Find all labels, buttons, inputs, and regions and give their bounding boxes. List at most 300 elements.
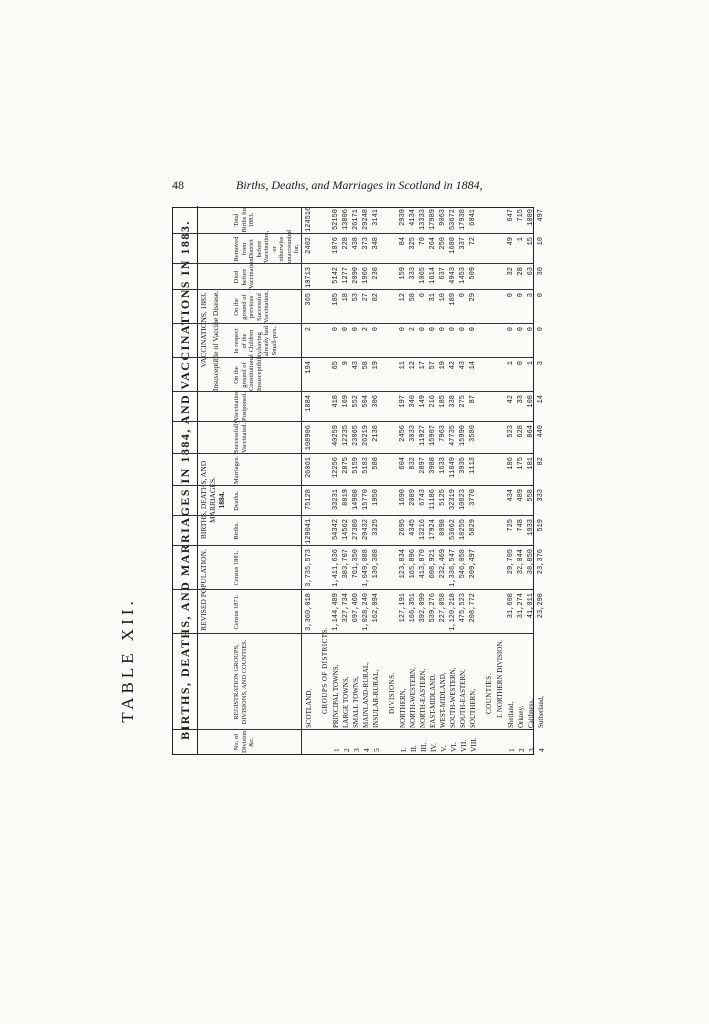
cell-total: 3141 bbox=[372, 209, 380, 226]
table-row bbox=[305, 208, 314, 754]
cell-postponed: 340 bbox=[409, 395, 417, 408]
cell-marriages: 181 bbox=[527, 457, 535, 470]
cell-removed: 1680 bbox=[449, 237, 457, 254]
running-head: Births, Deaths, and Marriages in Scotland in 1884, bbox=[236, 178, 483, 192]
cell-c1871: 41,011 bbox=[527, 593, 535, 619]
cell-marriages: 832 bbox=[409, 457, 417, 470]
cell-postponed: 338 bbox=[449, 395, 457, 408]
table-row bbox=[429, 208, 438, 754]
cell-no: II. bbox=[409, 745, 418, 752]
cell-total: 6041 bbox=[469, 209, 477, 226]
cell-marriages: 604 bbox=[399, 457, 407, 470]
cell-name: Orkney, bbox=[517, 705, 525, 728]
cell-died: 63 bbox=[527, 267, 535, 276]
cell-died: 5142 bbox=[332, 267, 340, 284]
cell-smallpox: 2 bbox=[305, 327, 313, 332]
table-row bbox=[342, 208, 351, 754]
cell-c1871: 127,191 bbox=[399, 593, 407, 623]
cell-marriages: 12256 bbox=[332, 457, 340, 479]
cell-marriages: 186 bbox=[507, 457, 515, 470]
cell-c1871: 1,144,489 bbox=[332, 593, 340, 631]
cell-total: 13333 bbox=[419, 209, 427, 231]
cell-vacc: 15990 bbox=[459, 425, 467, 447]
cell-c1881: 123,834 bbox=[399, 549, 407, 579]
cell-removed: 250 bbox=[439, 237, 447, 250]
cell-no: 1 bbox=[507, 748, 516, 752]
cell-vacc: 628 bbox=[517, 425, 525, 438]
cell-marriages: 1633 bbox=[439, 457, 447, 474]
cell-total: 4134 bbox=[409, 209, 417, 226]
cell-removed: 264 bbox=[429, 237, 437, 250]
cell-postponed: 306 bbox=[372, 395, 380, 408]
cell-previous: 185 bbox=[332, 293, 340, 306]
cell-name: Sutherland, bbox=[537, 695, 545, 728]
cell-total: 52150 bbox=[332, 209, 340, 231]
cell-marriages: 3935 bbox=[459, 457, 467, 474]
cell-previous: 58 bbox=[409, 293, 417, 302]
cell-name: INSULAR-RURAL, bbox=[372, 669, 380, 728]
cell-no: 2 bbox=[342, 748, 351, 752]
cell-births: 17924 bbox=[429, 519, 437, 541]
cell-previous: 18 bbox=[342, 293, 350, 302]
cell-smallpox: 0 bbox=[469, 327, 477, 332]
cell-vacc: 3033 bbox=[409, 425, 417, 442]
cell-deaths: 2089 bbox=[409, 489, 417, 506]
cell-c1871: 1,028,240 bbox=[362, 593, 370, 631]
cell-births: 8098 bbox=[439, 519, 447, 536]
cell-vacc: 23065 bbox=[352, 425, 360, 447]
cell-no: 4 bbox=[537, 748, 546, 752]
cell-deaths: 558 bbox=[527, 489, 535, 502]
section-subheading bbox=[496, 208, 505, 754]
cell-c1881: 383,707 bbox=[342, 549, 350, 579]
table-row bbox=[459, 208, 468, 754]
table-row bbox=[372, 208, 381, 754]
cell-name: PRINCIPAL TOWNS, bbox=[332, 664, 340, 728]
cell-postponed: 169 bbox=[342, 395, 350, 408]
col-header-marriages: Marriages. bbox=[233, 456, 240, 484]
cell-total: 497 bbox=[537, 209, 545, 222]
cell-previous: 27 bbox=[362, 293, 370, 302]
cell-vacc: 15907 bbox=[429, 425, 437, 447]
cell-marriages: 26061 bbox=[305, 457, 313, 479]
col-header-constit: On the ground of Constitutional Insusceptibility. bbox=[233, 349, 263, 391]
cell-constit: 12 bbox=[409, 361, 417, 370]
cell-c1881: 165,896 bbox=[409, 549, 417, 579]
table-row bbox=[449, 208, 458, 754]
cell-c1871: 475,523 bbox=[459, 593, 467, 623]
cell-name: SMALL TOWNS, bbox=[352, 676, 360, 728]
table-row bbox=[527, 208, 536, 754]
cell-constit: 58 bbox=[362, 361, 370, 370]
cell-name: EAST-MIDLAND, bbox=[429, 674, 437, 728]
cell-births: 54342 bbox=[332, 519, 340, 541]
cell-previous: 0 bbox=[507, 293, 515, 298]
cell-died: 159 bbox=[399, 267, 407, 280]
cell-c1881: 413,870 bbox=[419, 549, 427, 579]
cell-removed: 228 bbox=[342, 237, 350, 250]
cell-c1881: 1,049,088 bbox=[362, 549, 370, 587]
table-row bbox=[399, 208, 408, 754]
cell-name: NORTH-EASTERN, bbox=[419, 668, 427, 728]
cell-no: VI. bbox=[449, 742, 458, 752]
cell-total: 715 bbox=[517, 209, 525, 222]
col-header-died: Died before Vaccination. bbox=[233, 256, 255, 289]
cell-removed: 49 bbox=[507, 237, 515, 246]
cell-deaths: 5125 bbox=[439, 489, 447, 506]
cell-c1871: 392,099 bbox=[419, 593, 427, 623]
table-row bbox=[439, 208, 448, 754]
cell-postponed: 14 bbox=[537, 395, 545, 404]
cell-c1871: 162,094 bbox=[372, 593, 380, 623]
cell-postponed: 197 bbox=[399, 395, 407, 408]
cell-births: 3325 bbox=[372, 519, 380, 536]
cell-c1881: 130,388 bbox=[372, 549, 380, 579]
cell-constit: 65 bbox=[332, 361, 340, 370]
cell-vacc: 440 bbox=[537, 425, 545, 438]
cell-deaths: 1690 bbox=[399, 489, 407, 506]
cell-deaths: 15770 bbox=[362, 489, 370, 511]
cell-vacc: 26219 bbox=[362, 425, 370, 447]
cell-no: VIII. bbox=[469, 737, 478, 752]
cell-vacc: 108906 bbox=[305, 425, 313, 451]
cell-marriages: 3988 bbox=[429, 457, 437, 474]
col-header-c1871: Census 1871. bbox=[233, 594, 240, 630]
col-header-vacc: Successfully Vaccinated. bbox=[233, 420, 248, 453]
cell-smallpox: 0 bbox=[517, 327, 525, 332]
cell-name: Shetland, bbox=[507, 701, 515, 728]
cell-died: 4943 bbox=[449, 267, 457, 284]
cell-smallpox: 0 bbox=[459, 327, 467, 332]
col-header-name: REGISTRATION GROUPS, DIVISIONS, AND COUNTIES. bbox=[233, 639, 248, 725]
cell-smallpox: 0 bbox=[527, 327, 535, 332]
cell-births: 519 bbox=[537, 519, 545, 532]
cell-smallpox: 2 bbox=[409, 327, 417, 332]
cell-name: SCOTLAND, bbox=[305, 688, 313, 728]
cell-c1881: 232,469 bbox=[439, 549, 447, 579]
cell-c1871: 3,360,018 bbox=[305, 593, 313, 631]
cell-removed: 325 bbox=[409, 237, 417, 250]
cell-postponed: 33 bbox=[517, 395, 525, 404]
cell-previous: 29 bbox=[469, 293, 477, 302]
cell-died: 637 bbox=[439, 267, 447, 280]
cell-births: 29432 bbox=[362, 519, 370, 541]
cell-postponed: 275 bbox=[459, 395, 467, 408]
cell-constit: 42 bbox=[449, 361, 457, 370]
cell-c1871: 208,772 bbox=[469, 593, 477, 623]
cell-total: 26171 bbox=[352, 209, 360, 231]
section-heading-text: GROUPS OF DISTRICTS. bbox=[321, 626, 329, 714]
cell-births: 129041 bbox=[305, 518, 313, 544]
cell-no: 1 bbox=[332, 748, 341, 752]
cell-vacc: 12235 bbox=[342, 425, 350, 447]
cell-name: NORTH-WESTERN, bbox=[409, 667, 417, 728]
cell-vacc: 864 bbox=[527, 425, 535, 438]
cell-deaths: 333 bbox=[537, 489, 545, 502]
cell-postponed: 87 bbox=[469, 395, 477, 404]
cell-died: 28 bbox=[517, 267, 525, 276]
cell-died: 1065 bbox=[419, 267, 427, 284]
cell-postponed: 185 bbox=[439, 395, 447, 408]
cell-previous: 365 bbox=[305, 293, 313, 306]
cell-constit: 17 bbox=[419, 361, 427, 370]
table-label: TABLE XII. bbox=[118, 597, 137, 723]
table-row bbox=[352, 208, 361, 754]
cell-removed: 15 bbox=[527, 237, 535, 246]
cell-births: 748 bbox=[517, 519, 525, 532]
cell-c1881: 1,411,636 bbox=[332, 549, 340, 587]
cell-no: 2 bbox=[517, 748, 526, 752]
cell-no: 3 bbox=[527, 748, 536, 752]
bdm-year: 1884. bbox=[217, 491, 226, 509]
cell-constit: 1 bbox=[507, 361, 515, 366]
cell-deaths: 32319 bbox=[449, 489, 457, 511]
cell-total: 2939 bbox=[399, 209, 407, 226]
cell-died: 2090 bbox=[352, 267, 360, 284]
cell-postponed: 149 bbox=[419, 395, 427, 408]
cell-births: 725 bbox=[507, 519, 515, 532]
page-header bbox=[0, 178, 709, 198]
col-header-smallpox: In respect of the Children having already had Small-pox. bbox=[233, 325, 278, 357]
cell-previous: 12 bbox=[399, 293, 407, 302]
band-revised-population: REVISED POPULATION. bbox=[199, 549, 208, 631]
cell-total: 29248 bbox=[362, 209, 370, 231]
cell-died: 30 bbox=[537, 267, 545, 276]
cell-deaths: 33231 bbox=[332, 489, 340, 511]
cell-constit: 14 bbox=[469, 361, 477, 370]
cell-removed: 10 bbox=[537, 237, 545, 246]
cell-smallpox: 0 bbox=[507, 327, 515, 332]
cell-vacc: 3580 bbox=[469, 425, 477, 442]
cell-removed: 2402 bbox=[305, 237, 313, 254]
band-vaccinations: VACCINATIONS, 1883. bbox=[199, 292, 208, 368]
col-header-removed: Removed from District before Vaccination, or otherwise unaccounted for. bbox=[233, 230, 300, 263]
cell-vacc: 523 bbox=[507, 425, 515, 438]
cell-c1881: 38,850 bbox=[527, 549, 535, 575]
cell-c1881: 209,497 bbox=[469, 549, 477, 579]
table-row bbox=[332, 208, 341, 754]
cell-died: 1966 bbox=[362, 267, 370, 284]
cell-removed: 72 bbox=[469, 237, 477, 246]
table-row bbox=[537, 208, 546, 754]
cell-no: VII. bbox=[459, 739, 468, 752]
table-label-vertical bbox=[118, 380, 148, 940]
cell-removed: 348 bbox=[372, 237, 380, 250]
section-heading bbox=[321, 208, 330, 754]
cell-name: SOUTH-EASTERN, bbox=[459, 669, 467, 728]
cell-died: 10713 bbox=[305, 266, 313, 288]
cell-marriages: 588 bbox=[372, 457, 380, 470]
col-header-postponed: Vaccination Postponed. bbox=[233, 390, 248, 421]
cell-name: SOUTHERN, bbox=[469, 688, 477, 728]
cell-constit: 57 bbox=[429, 361, 437, 370]
cell-constit: 43 bbox=[459, 361, 467, 370]
cell-c1871: 697,460 bbox=[352, 593, 360, 623]
cell-marriages: 82 bbox=[537, 457, 545, 466]
cell-removed: 337 bbox=[459, 237, 467, 250]
section-heading-text: DIVISIONS. bbox=[388, 672, 396, 714]
cell-previous: 0 bbox=[517, 293, 525, 298]
cell-previous: 6 bbox=[419, 293, 427, 298]
cell-vacc: 7963 bbox=[439, 425, 447, 442]
cell-c1871: 166,351 bbox=[409, 593, 417, 623]
cell-smallpox: 0 bbox=[537, 327, 545, 332]
band-insusceptible: Insusceptible of Vaccine Disease. bbox=[211, 290, 220, 392]
cell-deaths: 1950 bbox=[372, 489, 380, 506]
col-header-no: No. of Division, &c. bbox=[233, 728, 255, 753]
cell-name: MAINLAND-RURAL, bbox=[362, 662, 370, 728]
cell-c1871: 539,276 bbox=[429, 593, 437, 623]
cell-constit: 3 bbox=[537, 361, 545, 366]
cell-smallpox: 0 bbox=[429, 327, 437, 332]
cell-constit: 0 bbox=[517, 361, 525, 366]
cell-deaths: 75128 bbox=[305, 489, 313, 511]
section-heading bbox=[485, 208, 494, 754]
cell-no: 3 bbox=[352, 748, 361, 752]
cell-constit: 9 bbox=[342, 361, 350, 366]
cell-name: Caithness, bbox=[527, 699, 535, 728]
cell-constit: 194 bbox=[305, 361, 313, 374]
cell-constit: 19 bbox=[439, 361, 447, 370]
col-header-births: Births. bbox=[233, 522, 240, 540]
cell-postponed: 552 bbox=[352, 395, 360, 408]
cell-previous: 3 bbox=[527, 293, 535, 298]
cell-removed: 438 bbox=[352, 237, 360, 250]
cell-smallpox: 0 bbox=[342, 327, 350, 332]
cell-died: 238 bbox=[372, 267, 380, 280]
cell-no: I. bbox=[399, 747, 408, 752]
section-heading bbox=[388, 208, 397, 754]
cell-c1871: 327,734 bbox=[342, 593, 350, 623]
table-row bbox=[362, 208, 371, 754]
cell-postponed: 1884 bbox=[305, 395, 313, 412]
cell-no bbox=[305, 733, 314, 752]
cell-total: 13806 bbox=[342, 209, 350, 231]
cell-deaths: 6743 bbox=[419, 489, 427, 506]
cell-constit: 19 bbox=[372, 361, 380, 370]
cell-removed: 1076 bbox=[332, 237, 340, 254]
cell-vacc: 47735 bbox=[449, 425, 457, 447]
cell-previous: 10 bbox=[439, 293, 447, 302]
page-number: 48 bbox=[172, 178, 184, 192]
cell-marriages: 1113 bbox=[469, 457, 477, 474]
band-births-deaths-marriages: BIRTHS, DEATHS, AND MARRIAGES. bbox=[199, 460, 217, 540]
col-header-deaths: Deaths. bbox=[233, 491, 240, 511]
cell-name: LARGE TOWNS, bbox=[342, 676, 350, 728]
cell-total: 124516 bbox=[305, 206, 313, 232]
cell-died: 32 bbox=[507, 267, 515, 276]
cell-no: 5 bbox=[372, 748, 381, 752]
cell-died: 1614 bbox=[429, 267, 437, 284]
cell-total: 9063 bbox=[439, 209, 447, 226]
cell-marriages: 2875 bbox=[342, 457, 350, 474]
cell-previous: 0 bbox=[537, 293, 545, 298]
cell-marriages: 5159 bbox=[352, 457, 360, 474]
cell-c1871: 31,608 bbox=[507, 593, 515, 619]
cell-died: 1453 bbox=[459, 267, 467, 284]
cell-vacc: 2138 bbox=[372, 425, 380, 442]
table-row bbox=[419, 208, 428, 754]
cell-marriages: 5183 bbox=[362, 457, 370, 474]
cell-total: 17938 bbox=[459, 209, 467, 231]
cell-deaths: 14908 bbox=[352, 489, 360, 511]
cell-c1881: 761,350 bbox=[352, 549, 360, 579]
cell-smallpox: 0 bbox=[399, 327, 407, 332]
table-row bbox=[409, 208, 418, 754]
cell-smallpox: 0 bbox=[449, 327, 457, 332]
cell-constit: 11 bbox=[399, 361, 407, 370]
cell-births: 2695 bbox=[399, 519, 407, 536]
cell-deaths: 434 bbox=[507, 489, 515, 502]
cell-removed: 84 bbox=[399, 237, 407, 246]
cell-c1881: 29,705 bbox=[507, 549, 515, 575]
cell-previous: 82 bbox=[372, 293, 380, 302]
cell-postponed: 216 bbox=[429, 395, 437, 408]
cell-c1881: 3,735,573 bbox=[305, 549, 313, 587]
cell-c1881: 608,921 bbox=[429, 549, 437, 579]
cell-marriages: 2897 bbox=[419, 457, 427, 474]
table-title: BIRTHS, DEATHS, AND MARRIAGES IN 1884, AND VACCINATIONS IN 1883. bbox=[173, 206, 198, 754]
table-row bbox=[507, 208, 516, 754]
cell-postponed: 108 bbox=[527, 395, 535, 408]
cell-c1881: 23,376 bbox=[537, 549, 545, 575]
cell-name: WEST-MIDLAND, bbox=[439, 672, 447, 728]
cell-deaths: 10823 bbox=[459, 489, 467, 511]
cell-name: NORTHERN, bbox=[399, 688, 407, 728]
cell-previous: 53 bbox=[352, 293, 360, 302]
cell-smallpox: 0 bbox=[332, 327, 340, 332]
cell-no: V. bbox=[439, 745, 448, 752]
section-heading-text: COUNTIES. bbox=[485, 673, 493, 714]
cell-name: SOUTH-WESTERN, bbox=[449, 667, 457, 728]
cell-c1881: 546,058 bbox=[459, 549, 467, 579]
cell-c1871: 23,298 bbox=[537, 593, 545, 619]
cell-previous: 0 bbox=[459, 293, 467, 298]
cell-smallpox: 2 bbox=[362, 327, 370, 332]
cell-died: 509 bbox=[469, 267, 477, 280]
col-header-total: Total Births for 1883. bbox=[233, 207, 255, 233]
cell-smallpox: 0 bbox=[372, 327, 380, 332]
section-subheading-text: I. NORTHERN DIVISION. bbox=[496, 639, 504, 718]
cell-no: IV. bbox=[429, 743, 438, 752]
col-header-c1881: Census 1881. bbox=[233, 550, 240, 586]
cell-smallpox: 0 bbox=[352, 327, 360, 332]
cell-previous: 31 bbox=[429, 293, 437, 302]
cell-died: 1277 bbox=[342, 267, 350, 284]
cell-births: 53662 bbox=[449, 519, 457, 541]
cell-removed: 70 bbox=[419, 237, 427, 246]
cell-marriages: 175 bbox=[517, 457, 525, 470]
cell-postponed: 42 bbox=[507, 395, 515, 404]
cell-vacc: 40259 bbox=[332, 425, 340, 447]
cell-births: 5829 bbox=[469, 519, 477, 536]
cell-deaths: 8819 bbox=[342, 489, 350, 506]
cell-removed: 373 bbox=[362, 237, 370, 250]
cell-vacc: 11927 bbox=[419, 425, 427, 447]
cell-c1871: 1,120,218 bbox=[449, 593, 457, 631]
cell-births: 18255 bbox=[459, 519, 467, 541]
cell-removed: 1 bbox=[517, 237, 525, 242]
cell-deaths: 11186 bbox=[429, 489, 437, 511]
data-table bbox=[172, 206, 546, 755]
cell-births: 13216 bbox=[419, 519, 427, 541]
cell-c1881: 32,044 bbox=[517, 549, 525, 575]
col-header-previous: On the ground of previous Successful Vaccination. bbox=[233, 290, 270, 323]
cell-births: 1033 bbox=[527, 519, 535, 536]
cell-total: 1080 bbox=[527, 209, 535, 226]
table-row bbox=[517, 208, 526, 754]
cell-no: III. bbox=[419, 742, 428, 752]
